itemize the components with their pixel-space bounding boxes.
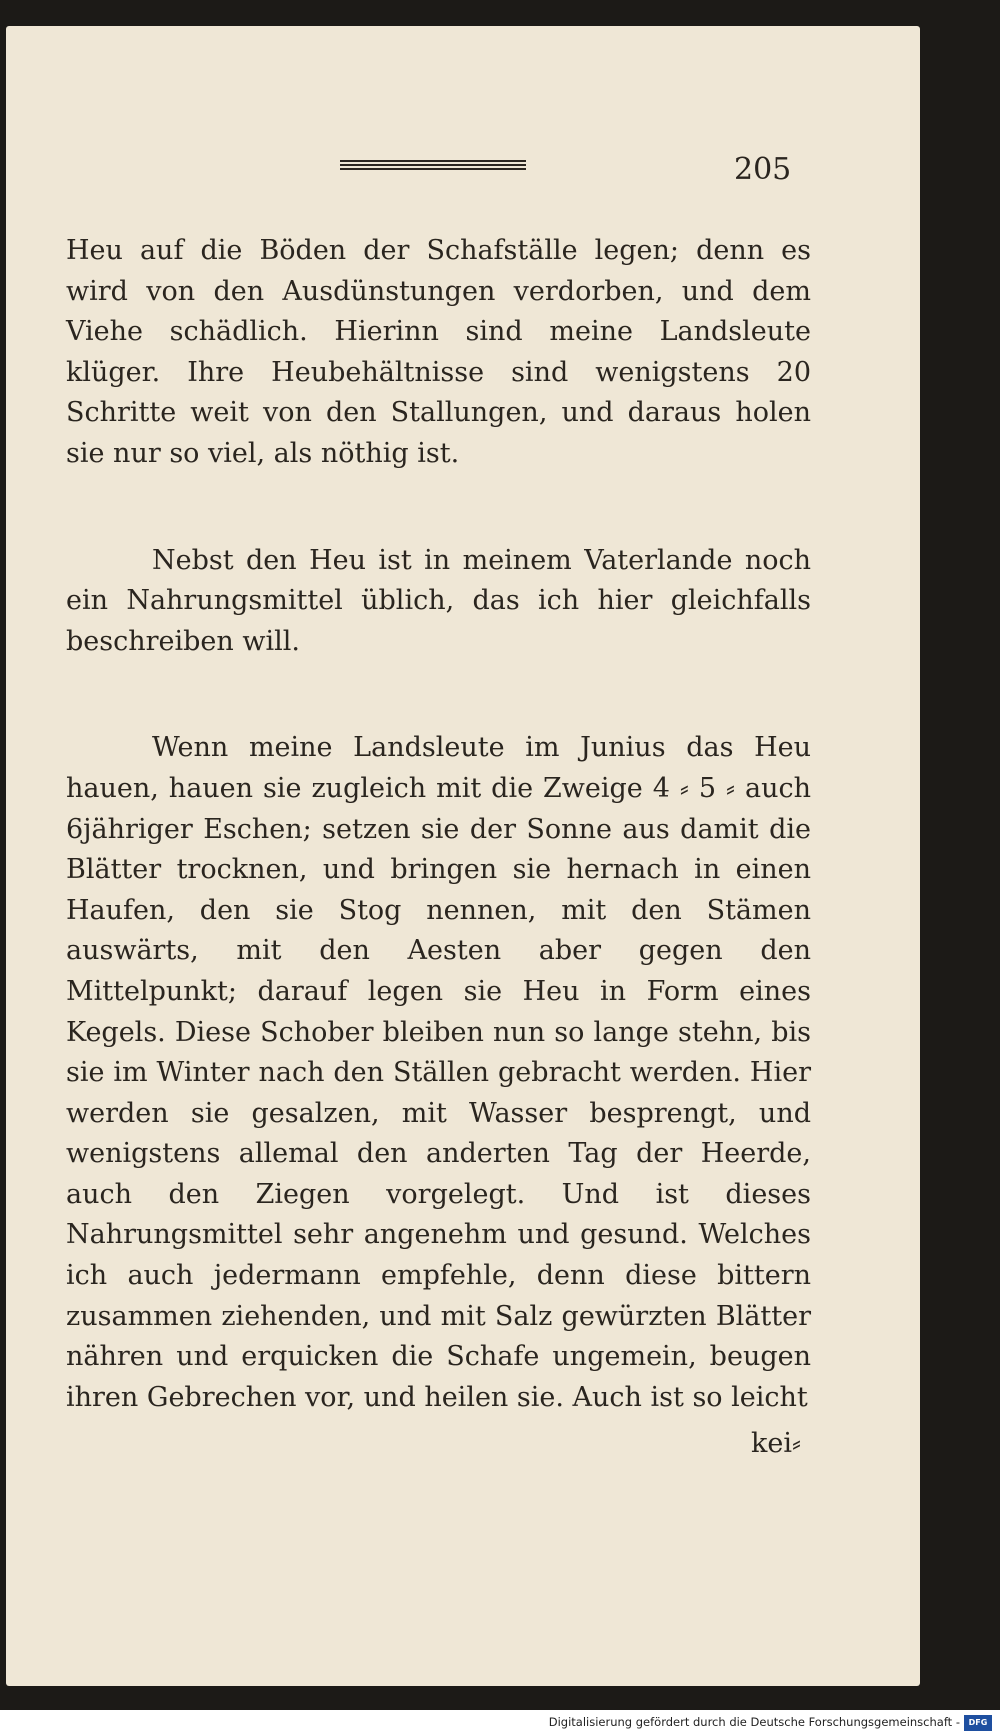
paragraph-1: Heu auf die Böden der Schafställe legen; denn es wird von den Ausdünstungen verdorben, und dem Viehe schädlich. Hierinn sind meine Landsleute klüger. Ihre Heubehältnisse sind wenigstens 20 Schritte weit von den Stallungen, und daraus holen sie nur so viel, als nöthig ist. — [66, 235, 811, 469]
book-page — [6, 26, 920, 1686]
dfg-logo-icon: DFG — [964, 1715, 992, 1731]
page-number: 205 — [734, 152, 792, 187]
digitization-footer — [0, 1710, 1000, 1736]
paragraph-3: Wenn meine Landsleute im Junius das Heu hauen, hauen sie zugleich mit die Zweige 4 ⸗ 5 ⸗ auch 6jähriger Eschen; setzen sie der Sonne aus damit die Blätter trocknen, und bringen sie hernach in einen Haufen, den sie Stog nennen, mit den Stämen auswärts, mit den Aesten aber gegen den Mittelpunkt; darauf legen sie Heu in Form eines Kegels. Diese Schober bleiben nun so lange stehn, bis sie im Winter nach den Ställen gebracht werden. Hier werden sie gesalzen, mit Wasser besprengt, und wenigstens allemal den anderten Tag der Heerde, auch den Ziegen vorgelegt. Und ist dieses Nahrungsmittel sehr angenehm und gesund. Welches ich auch jedermann empfehle, denn diese bittern zusammen ziehenden, und mit Salz gewürzten Blätter nähren und erquicken die Schafe ungemein, beugen ihren Gebrechen vor, und heilen sie. Auch ist so leicht — [66, 732, 811, 1413]
catchword: kei⸗ — [751, 1428, 801, 1459]
funding-credit: Digitalisierung gefördert durch die Deutsche Forschungsgemeinschaft - — [548, 1715, 960, 1729]
header-ornament-rule — [340, 160, 526, 172]
paragraph-2: Nebst den Heu ist in meinem Vaterlande noch ein Nahrungsmittel üblich, das ich hier gleichfalls beschreiben will. — [66, 544, 811, 657]
body-text — [66, 231, 811, 1418]
